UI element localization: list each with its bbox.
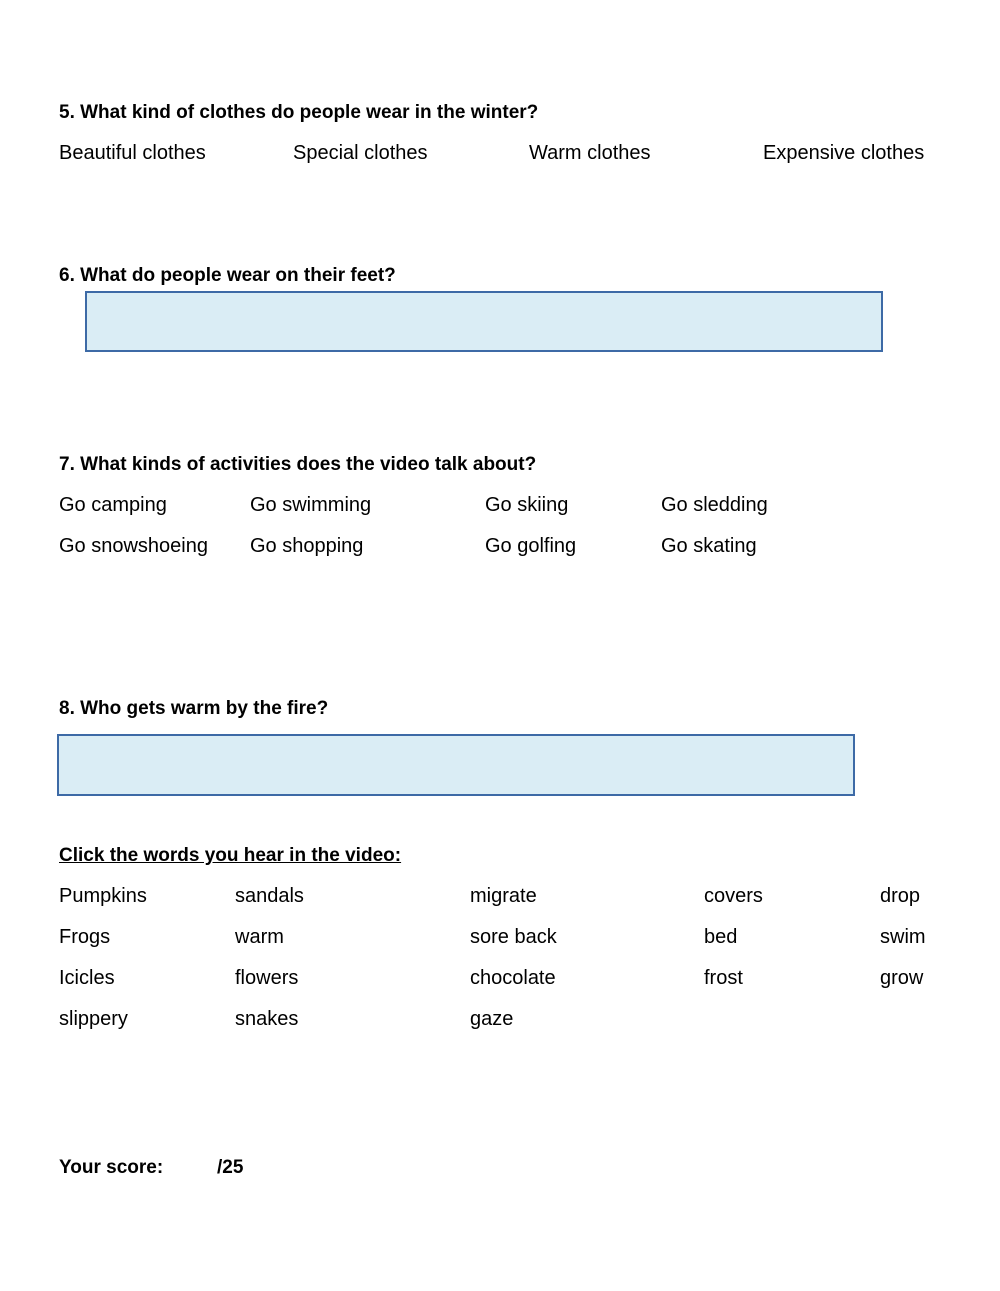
word-covers[interactable]: covers: [704, 885, 763, 907]
word-sore-back[interactable]: sore back: [470, 926, 557, 948]
word-migrate[interactable]: migrate: [470, 885, 537, 907]
word-warm[interactable]: warm: [235, 926, 284, 948]
q8-answer-input[interactable]: [57, 734, 855, 796]
q7-option-go-skating[interactable]: Go skating: [661, 535, 757, 557]
question-5-text: 5. What kind of clothes do people wear in the winter?: [59, 102, 539, 123]
word-gaze[interactable]: gaze: [470, 1008, 514, 1030]
q7-option-go-sledding[interactable]: Go sledding: [661, 494, 768, 516]
word-sandals[interactable]: sandals: [235, 885, 304, 907]
q5-option-expensive-clothes[interactable]: Expensive clothes: [763, 142, 925, 164]
q7-option-go-skiing[interactable]: Go skiing: [485, 494, 569, 516]
word-list-heading: Click the words you hear in the video:: [59, 845, 402, 866]
score-total: /25: [217, 1157, 244, 1178]
word-icicles[interactable]: Icicles: [59, 967, 115, 989]
q7-option-go-swimming[interactable]: Go swimming: [250, 494, 372, 516]
word-chocolate[interactable]: chocolate: [470, 967, 556, 989]
score-label: Your score:: [59, 1157, 164, 1178]
q5-option-warm-clothes[interactable]: Warm clothes: [529, 142, 651, 164]
word-swim[interactable]: swim: [880, 926, 926, 948]
question-7-text: 7. What kinds of activities does the video talk about?: [59, 454, 537, 475]
question-6-text: 6. What do people wear on their feet?: [59, 265, 396, 286]
word-frogs[interactable]: Frogs: [59, 926, 111, 948]
word-pumpkins[interactable]: Pumpkins: [59, 885, 147, 907]
q6-answer-input[interactable]: [85, 291, 883, 352]
word-drop[interactable]: drop: [880, 885, 921, 907]
q7-option-go-shopping[interactable]: Go shopping: [250, 535, 364, 557]
word-flowers[interactable]: flowers: [235, 967, 299, 989]
word-frost[interactable]: frost: [704, 967, 743, 989]
q5-option-special-clothes[interactable]: Special clothes: [293, 142, 428, 164]
word-bed[interactable]: bed: [704, 926, 738, 948]
word-slippery[interactable]: slippery: [59, 1008, 128, 1030]
q7-option-go-camping[interactable]: Go camping: [59, 494, 167, 516]
q5-option-beautiful-clothes[interactable]: Beautiful clothes: [59, 142, 206, 164]
question-8-text: 8. Who gets warm by the fire?: [59, 698, 329, 719]
word-snakes[interactable]: snakes: [235, 1008, 299, 1030]
q7-option-go-snowshoeing[interactable]: Go snowshoeing: [59, 535, 208, 557]
q7-option-go-golfing[interactable]: Go golfing: [485, 535, 577, 557]
word-grow[interactable]: grow: [880, 967, 924, 989]
